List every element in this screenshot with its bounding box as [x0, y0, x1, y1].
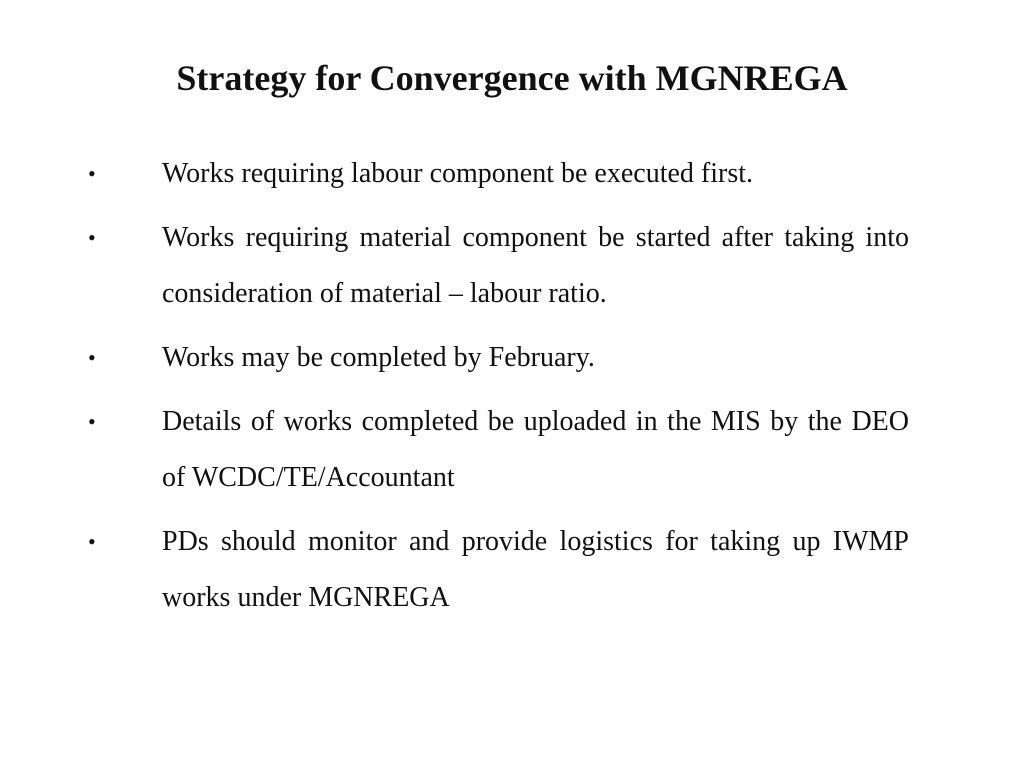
- bullet-icon: •: [88, 409, 96, 434]
- bullet-icon: •: [88, 529, 96, 554]
- bullet-item: [0, 330, 1024, 386]
- bullet-item: [0, 210, 1024, 322]
- bullet-text: Details of works completed be uploaded in the MIS by the DEO of WCDC/TE/Accountant: [162, 406, 909, 493]
- bullet-icon: •: [88, 161, 96, 186]
- bullet-text: Works requiring labour component be executed first.: [162, 158, 754, 189]
- bullet-icon: •: [88, 345, 96, 370]
- bullet-item: [0, 514, 1024, 626]
- slide-title: Strategy for Convergence with MGNREGA: [176, 58, 848, 98]
- bullet-item: [0, 394, 1024, 506]
- bullet-text: PDs should monitor and provide logistics for taking up IWMP works under MGNREGA: [162, 526, 909, 613]
- bullet-item: [0, 146, 1024, 202]
- bullet-icon: •: [88, 225, 96, 250]
- bullet-list: [0, 146, 1024, 634]
- bullet-text: Works may be completed by February.: [162, 342, 595, 373]
- bullet-text: Works requiring material component be started after taking into consideration of material – labour ratio.: [162, 222, 909, 309]
